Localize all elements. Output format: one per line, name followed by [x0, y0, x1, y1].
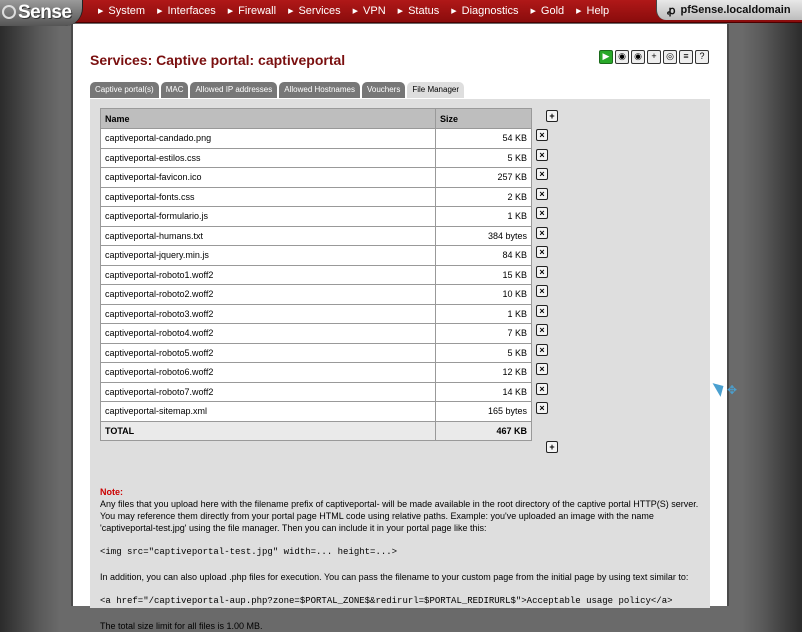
menu-item-gold[interactable]: [525, 0, 571, 22]
note-paragraph-3: The total size limit for all files is 1.00 MB.: [100, 621, 263, 631]
file-size-cell: 1 KB: [436, 304, 532, 324]
note-paragraph-1: Any files that you upload here with the filename prefix of captiveportal- will be made available in the root directory of the captive portal HTTP(S) server. You may reference them directly from your portal page HTML code using relative paths. Example: you've uploaded an image with the name 'captiveportal-test.jpg' using the file manager. Then you can include it in your portal page like this:: [100, 499, 699, 533]
menu-item-firewall[interactable]: [222, 0, 282, 22]
table-row: [101, 402, 532, 422]
delete-file-icon[interactable]: ×: [536, 266, 548, 278]
delete-file-icon[interactable]: ×: [536, 324, 548, 336]
file-size-cell: 165 bytes: [436, 402, 532, 422]
add-file-icon[interactable]: +: [546, 110, 558, 122]
file-size-cell: 257 KB: [436, 168, 532, 188]
table-row: [101, 324, 532, 344]
page-panel: [71, 24, 729, 631]
file-name-cell: captiveportal-formulario.js: [101, 207, 436, 227]
menu-label: Gold: [540, 4, 565, 17]
file-name-cell: captiveportal-sitemap.xml: [101, 402, 436, 422]
note-code-2: <a href="/captiveportal-aup.php?zone=$PORTAL_ZONE$&redirurl=$PORTAL_REDIRURL$">Acceptable usage policy</a>: [100, 596, 673, 606]
delete-file-icon[interactable]: ×: [536, 363, 548, 375]
table-row: [101, 187, 532, 207]
file-name-cell: captiveportal-favicon.ico: [101, 168, 436, 188]
file-size-cell: 5 KB: [436, 343, 532, 363]
file-size-cell: 7 KB: [436, 324, 532, 344]
menu-arrow-icon: ▶: [576, 7, 582, 15]
file-name-cell: captiveportal-estilos.css: [101, 148, 436, 168]
table-row: [101, 304, 532, 324]
file-name-cell: captiveportal-roboto1.woff2: [101, 265, 436, 285]
menu-item-system[interactable]: [92, 0, 151, 22]
menu-arrow-icon: ▶: [98, 7, 104, 15]
menu-arrow-icon: ▶: [157, 7, 163, 15]
menu-label: Services: [298, 4, 341, 17]
delete-file-icon[interactable]: ×: [536, 344, 548, 356]
logo-mark-icon: [2, 5, 16, 19]
name-column-header: Name: [101, 109, 436, 129]
file-name-cell: captiveportal-roboto2.woff2: [101, 285, 436, 305]
delete-file-icon[interactable]: ×: [536, 305, 548, 317]
delete-file-icon[interactable]: ×: [536, 207, 548, 219]
menu-label: System: [108, 4, 146, 17]
menu-arrow-icon: ▶: [288, 7, 294, 15]
note-label: Note:: [100, 487, 123, 497]
notes-section: [100, 486, 700, 632]
total-label: TOTAL: [101, 421, 436, 441]
add-icon[interactable]: +: [647, 50, 661, 64]
size-column-header: Size: [436, 109, 532, 129]
table-row: [101, 382, 532, 402]
file-size-cell: 84 KB: [436, 246, 532, 266]
tab-allowed-hostnames[interactable]: Allowed Hostnames: [279, 82, 360, 98]
delete-file-icon[interactable]: ×: [536, 129, 548, 141]
pfsense-logo[interactable]: [0, 0, 83, 26]
file-name-cell: captiveportal-roboto6.woff2: [101, 363, 436, 383]
table-row: [101, 207, 532, 227]
file-name-cell: captiveportal-roboto7.woff2: [101, 382, 436, 402]
file-name-cell: captiveportal-humans.txt: [101, 226, 436, 246]
tab-allowed-ip-addresses[interactable]: Allowed IP addresses: [190, 82, 277, 98]
file-table: [100, 108, 532, 441]
list-icon[interactable]: ≡: [679, 50, 693, 64]
file-size-cell: 15 KB: [436, 265, 532, 285]
help-icon[interactable]: ?: [695, 50, 709, 64]
file-size-cell: 54 KB: [436, 129, 532, 149]
total-size: 467 KB: [436, 421, 532, 441]
delete-file-icon[interactable]: ×: [536, 285, 548, 297]
delete-file-icon[interactable]: ×: [536, 227, 548, 239]
menu-label: Interfaces: [167, 4, 216, 17]
menu-arrow-icon: ▶: [352, 7, 359, 15]
menu-item-vpn[interactable]: [347, 0, 392, 22]
total-row: [101, 421, 532, 441]
file-name-cell: captiveportal-fonts.css: [101, 187, 436, 207]
menu-arrow-icon: ▶: [227, 7, 234, 15]
file-name-cell: captiveportal-jquery.min.js: [101, 246, 436, 266]
file-name-cell: captiveportal-candado.png: [101, 129, 436, 149]
move-cursor-icon: ✥: [727, 383, 738, 397]
note-code-1: <img src="captiveportal-test.jpg" width=... height=...>: [100, 547, 398, 557]
main-menu: [92, 0, 615, 22]
table-row: [101, 226, 532, 246]
page-title: Services: Captive portal: captiveportal: [90, 52, 346, 68]
file-size-cell: 5 KB: [436, 148, 532, 168]
menu-label: Firewall: [238, 4, 277, 17]
file-size-cell: 2 KB: [436, 187, 532, 207]
menu-arrow-icon: ▶: [530, 7, 536, 15]
table-row: [101, 168, 532, 188]
add-file-bottom-icon[interactable]: +: [546, 441, 558, 453]
file-name-cell: captiveportal-roboto4.woff2: [101, 324, 436, 344]
file-size-cell: 384 bytes: [436, 226, 532, 246]
tab-bar: [90, 82, 465, 98]
table-row: [101, 265, 532, 285]
file-size-cell: 12 KB: [436, 363, 532, 383]
menu-item-status[interactable]: [392, 0, 446, 22]
pfsense-small-icon: ꝓ: [667, 4, 676, 17]
delete-file-icon[interactable]: ×: [536, 149, 548, 161]
tab-mac[interactable]: MAC: [161, 82, 189, 98]
note-paragraph-2: In addition, you can also upload .php files for execution. You can pass the filename to your custom page from the initial page by using text similar to:: [100, 572, 689, 582]
tab-vouchers[interactable]: Vouchers: [362, 82, 405, 98]
table-row: [101, 129, 532, 149]
table-header-row: [101, 109, 532, 129]
hostname-box: [656, 0, 802, 20]
delete-file-icon[interactable]: ×: [536, 168, 548, 180]
menu-item-interfaces[interactable]: [151, 0, 222, 22]
file-size-cell: 10 KB: [436, 285, 532, 305]
table-row: [101, 343, 532, 363]
tab-file-manager[interactable]: File Manager: [407, 82, 464, 98]
menu-item-help[interactable]: [570, 0, 615, 22]
menu-label: Diagnostics: [461, 4, 519, 17]
file-size-cell: 14 KB: [436, 382, 532, 402]
delete-file-icon[interactable]: ×: [536, 246, 548, 258]
menu-label: Status: [408, 4, 440, 17]
menu-item-diagnostics[interactable]: [445, 0, 524, 22]
hostname-label: pfSense.localdomain: [680, 4, 791, 16]
start-service-icon[interactable]: ▶: [599, 50, 613, 64]
file-size-cell: 1 KB: [436, 207, 532, 227]
file-name-cell: captiveportal-roboto5.woff2: [101, 343, 436, 363]
table-row: [101, 246, 532, 266]
log-icon[interactable]: ◉: [631, 50, 645, 64]
file-name-cell: captiveportal-roboto3.woff2: [101, 304, 436, 324]
table-row: [101, 148, 532, 168]
menu-label: VPN: [363, 4, 386, 17]
status-icon[interactable]: ◉: [615, 50, 629, 64]
delete-file-icon[interactable]: ×: [536, 402, 548, 414]
quick-actions: [599, 50, 709, 64]
logo-text: Sense: [18, 2, 72, 23]
file-manager-content: [90, 99, 710, 631]
tab-captive-portal-s[interactable]: Captive portal(s): [90, 82, 159, 98]
settings-icon[interactable]: ◎: [663, 50, 677, 64]
menu-label: Help: [586, 4, 610, 17]
delete-file-icon[interactable]: ×: [536, 383, 548, 395]
menu-arrow-icon: ▶: [451, 7, 457, 15]
menu-arrow-icon: ▶: [397, 7, 404, 15]
menu-item-services[interactable]: [282, 0, 347, 22]
delete-file-icon[interactable]: ×: [536, 188, 548, 200]
delete-buttons-column: [536, 129, 548, 422]
table-row: [101, 363, 532, 383]
table-row: [101, 285, 532, 305]
